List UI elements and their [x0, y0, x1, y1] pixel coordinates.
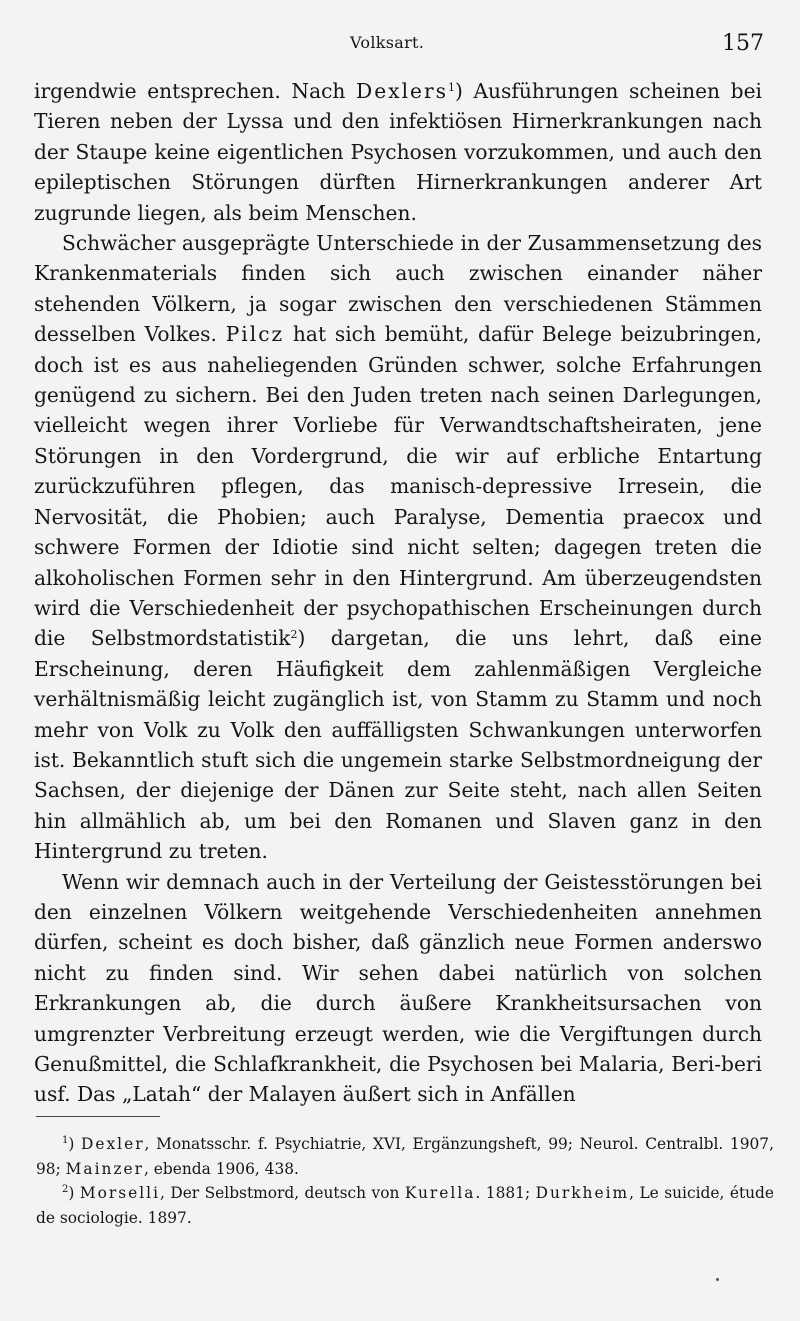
- paper-speck: [716, 1278, 719, 1281]
- text-run: hat sich bemüht, dafür Belege beizubringen, doch ist es aus naheliegenden Gründen schwer, solche Erfahrungen genügend zu sichern. Bei den Juden treten nach seinen Darlegungen, vielleicht wegen ihrer Vorliebe für Verwandtschaftsheiraten, jene Störungen in den Vordergrund, die wir auf erbliche Entartung zurückzuführen pflegen, das manisch-depressive Irresein, die Nervosität, die Phobien; auch Paralyse, Dementia praecox und schwere Formen der Idiotie sind nicht selten; dagegen treten die alkoholischen Formen sehr in den Hintergrund. Am überzeugendsten wird die Verschiedenheit der psychopathischen Erscheinungen durch die Selbstmordstatistik: [34, 322, 762, 651]
- author-name-dexler: Dexlers: [356, 79, 448, 103]
- text-run: ): [68, 1135, 82, 1153]
- footnote-ref-1[interactable]: 1: [447, 81, 455, 94]
- page-header: [0, 33, 800, 63]
- text-run: ) Ausführungen scheinen bei Tieren neben der Lyssa und den infektiösen Hirnerkrankungen nach der Staupe keine eigentlichen Psychosen vorzukommen, und auch den epileptischen Störungen dürften Hirnerkrankungen anderer Art zugrunde liegen, als beim Menschen.: [34, 79, 762, 225]
- text-run: . 1881;: [475, 1184, 536, 1202]
- author-name-durkheim: Durkheim: [535, 1184, 630, 1202]
- text-run: , ebenda 1906, 438.: [144, 1159, 299, 1178]
- author-name-mainzer: Mainzer: [65, 1159, 145, 1178]
- author-name-pilcz: Pilcz: [225, 322, 285, 347]
- footnote-mark-2: 2: [62, 1184, 69, 1195]
- text-run: , Monatsschr. f. Psychiatrie, XVI, Ergänzungsheft, 99; Neurol. Centralbl. 1907, 98;: [36, 1135, 774, 1178]
- text-run: Wenn wir demnach auch in der Verteilung der Geistesstörungen bei den einzelnen Völkern weitgehende Verschiedenheiten annehmen dürfen, scheint es doch bisher, daß gänzlich neue Formen anderswo nicht zu finden sind. Wir sehen dabei natürlich von solchen Erkrankungen ab, die durch äußere Krankheitsursachen von umgrenzter Verbreitung erzeugt werden, wie die Vergiftungen durch Genußmittel, die Schlafkrankheit, die Psychosen bei Malaria, Beri-beri usf. Das „Latah“ der Malayen äußert sich in Anfällen: [34, 869, 762, 1107]
- footnote-2: [36, 1181, 774, 1230]
- running-title: Volksart.: [350, 33, 425, 52]
- footnote-mark-1: 1: [62, 1135, 69, 1146]
- footnote-divider: [36, 1116, 160, 1117]
- author-name-dexler: Dexler: [81, 1135, 145, 1153]
- text-run: , Le suicide, étude de sociologie. 1897.: [36, 1184, 774, 1227]
- author-name-kurella: Kurella: [404, 1184, 476, 1202]
- main-text: [34, 76, 762, 1110]
- text-run: irgendwie entsprechen. Nach: [34, 79, 357, 103]
- text-run: ) dargetan, die uns lehrt, daß eine Erscheinung, deren Häufigkeit dem zahlenmäßigen Vergleiche verhältnismäßig leicht zugänglich ist, von Stamm zu Stamm und noch mehr von Volk zu Volk den auffälligsten Schwankungen unterworfen ist. Bekanntlich stuft sich die ungemein starke Selbstmordneigung der Sachsen, der diejenige der Dänen zur Seite steht, nach allen Seiten hin allmählich ab, um bei den Romanen und Slaven ganz in den Hintergrund zu treten.: [34, 626, 762, 864]
- text-run: ): [68, 1184, 80, 1202]
- text-run: , Der Selbstmord, deutsch von: [160, 1184, 405, 1202]
- footnote-ref-2[interactable]: 2: [290, 628, 298, 642]
- paragraph-3: [34, 867, 762, 1110]
- footnotes: [36, 1132, 774, 1230]
- paragraph-2: [34, 228, 762, 867]
- author-name-morselli: Morselli: [79, 1184, 160, 1202]
- paragraph-1: [34, 76, 762, 228]
- page-number: 157: [722, 31, 764, 56]
- footnote-1: [36, 1132, 774, 1181]
- text-run: Schwächer ausgeprägte Unterschiede in der Zusammensetzung des Krankenmaterials finden sich auch zwischen einander näher stehenden Völkern, ja sogar zwischen den verschiedenen Stämmen desselben Volkes.: [34, 231, 762, 347]
